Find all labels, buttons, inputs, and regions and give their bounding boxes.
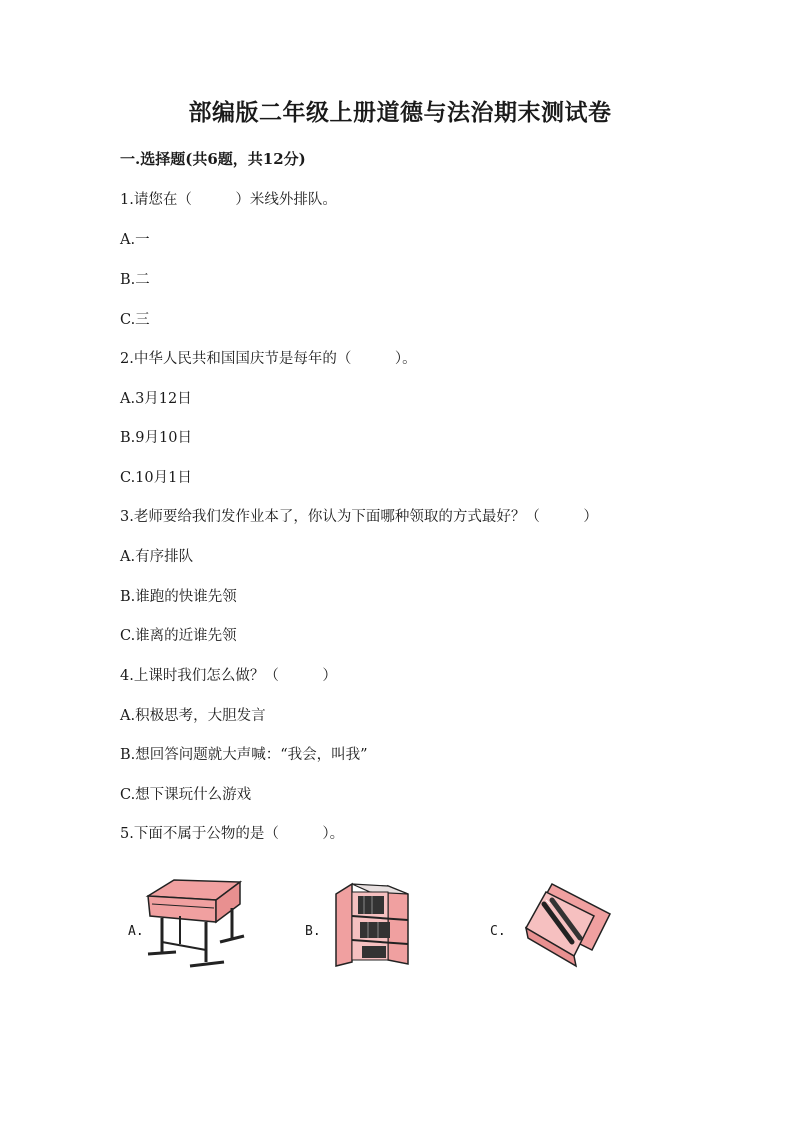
question-3-option-c: C.谁离的近谁先领: [120, 628, 237, 644]
question-3-option-a: A.有序排队: [120, 549, 194, 565]
bookshelf-icon: [330, 870, 415, 970]
question-1-stem: 1.请您在（ ）米线外排队。: [120, 192, 337, 208]
figure-b-label: B.: [305, 924, 321, 939]
question-2-option-a: A.3月12日: [120, 391, 192, 407]
page-title: 部编版二年级上册道德与法治期末测试卷: [188, 99, 612, 126]
question-1-option-b: B.二: [120, 272, 150, 288]
question-3-option-b: B.谁跑的快谁先领: [120, 589, 237, 605]
question-3-stem: 3.老师要给我们发作业本了，你认为下面哪种领取的方式最好？（ ）: [120, 509, 598, 525]
question-5-stem: 5.下面不属于公物的是（ ）。: [120, 826, 345, 842]
question-5-figures: [0, 870, 800, 990]
question-4-option-c: C.想下课玩什么游戏: [120, 787, 252, 803]
question-1-option-a: A.一: [120, 232, 150, 248]
question-2-option-c: C.10月1日: [120, 470, 192, 486]
question-2-stem: 2.中华人民共和国国庆节是每年的（ ）。: [120, 351, 417, 367]
question-4-option-a: A.积极思考，大胆发言: [120, 708, 266, 724]
school-desk-icon: [140, 870, 245, 982]
question-4-stem: 4.上课时我们怎么做？（ ）: [120, 668, 337, 684]
section-heading: 一.选择题(共6题，共12分): [120, 150, 306, 168]
question-1-option-c: C.三: [120, 312, 150, 328]
question-4-option-b: B.想回答问题就大声喊：“我会，叫我”: [120, 747, 368, 763]
question-2-option-b: B.9月10日: [120, 430, 192, 446]
figure-c-label: C.: [490, 924, 506, 939]
pencil-case-icon: [522, 870, 614, 980]
figure-a-label: A.: [128, 924, 144, 939]
